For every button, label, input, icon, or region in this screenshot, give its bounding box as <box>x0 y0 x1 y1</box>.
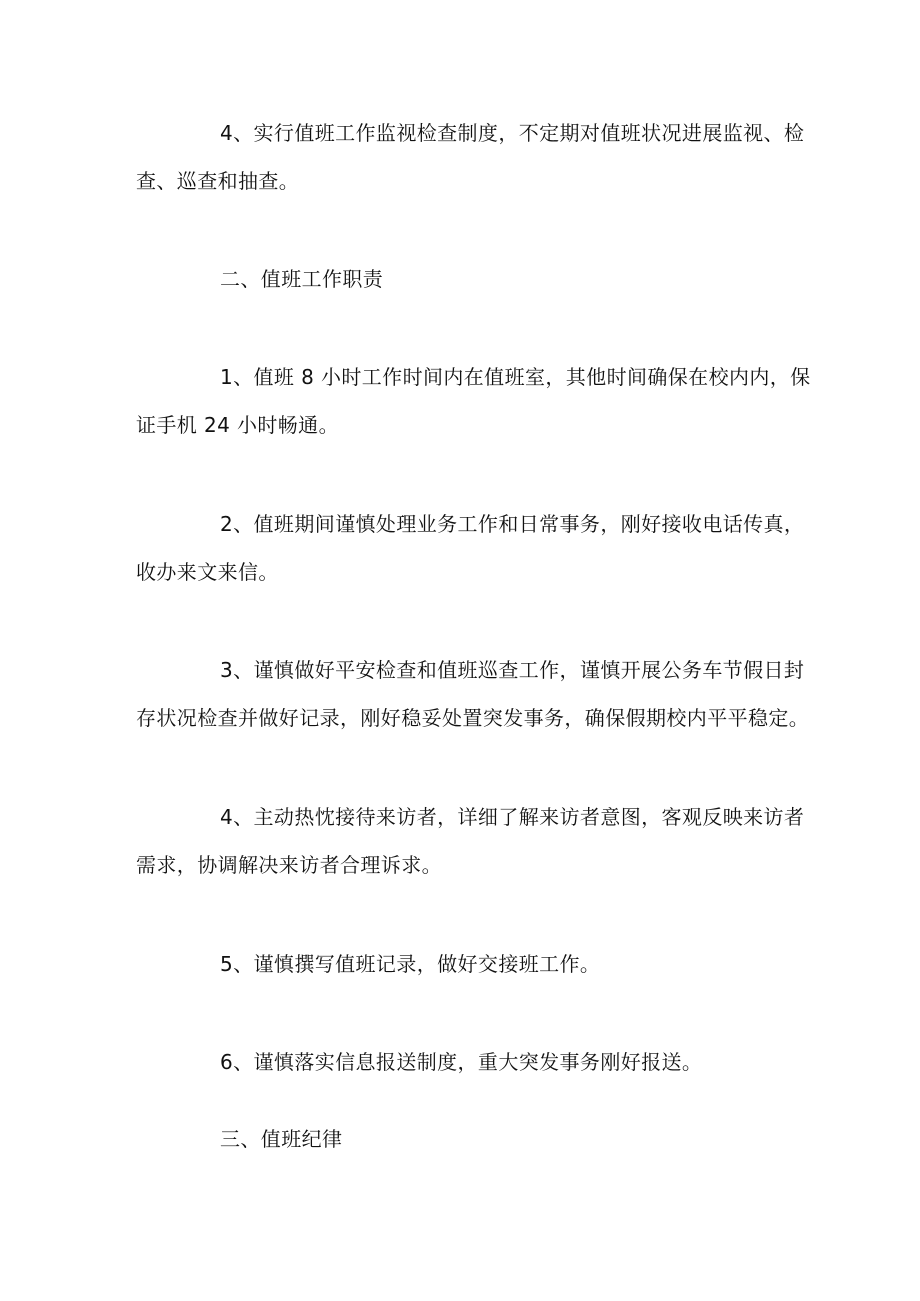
responsibility-2-line-1: 2、值班期间谨慎处理业务工作和日常事务，刚好接收电话传真， <box>220 512 805 536</box>
paragraph-4-line-1: 4、实行值班工作监视检查制度，不定期对值班状况进展监视、检 <box>220 121 805 145</box>
responsibility-3-line-1: 3、谨慎做好平安检查和值班巡查工作，谨慎开展公务车节假日封 <box>220 658 805 682</box>
responsibility-6: 6、谨慎落实信息报送制度，重大突发事务刚好报送。 <box>220 1050 703 1074</box>
responsibility-5: 5、谨慎撰写值班记录，做好交接班工作。 <box>220 952 601 976</box>
section-heading-duty-responsibilities: 二、值班工作职责 <box>220 267 384 291</box>
responsibility-4-line-1: 4、主动热忱接待来访者，详细了解来访者意图，客观反映来访者 <box>220 805 805 829</box>
paragraph-4-line-2: 查、巡查和抽查。 <box>136 169 300 193</box>
responsibility-4-line-2: 需求，协调解决来访者合理诉求。 <box>136 853 442 877</box>
section-heading-duty-discipline: 三、值班纪律 <box>220 1127 343 1151</box>
responsibility-1-line-1: 1、值班 8 小时工作时间内在值班室，其他时间确保在校内内，保 <box>220 365 811 389</box>
responsibility-3-line-2: 存状况检查并做好记录，刚好稳妥处置突发事务，确保假期校内平平稳定。 <box>136 706 810 730</box>
responsibility-1-line-2: 证手机 24 小时畅通。 <box>136 413 339 437</box>
responsibility-2-line-2: 收办来文来信。 <box>136 560 279 584</box>
